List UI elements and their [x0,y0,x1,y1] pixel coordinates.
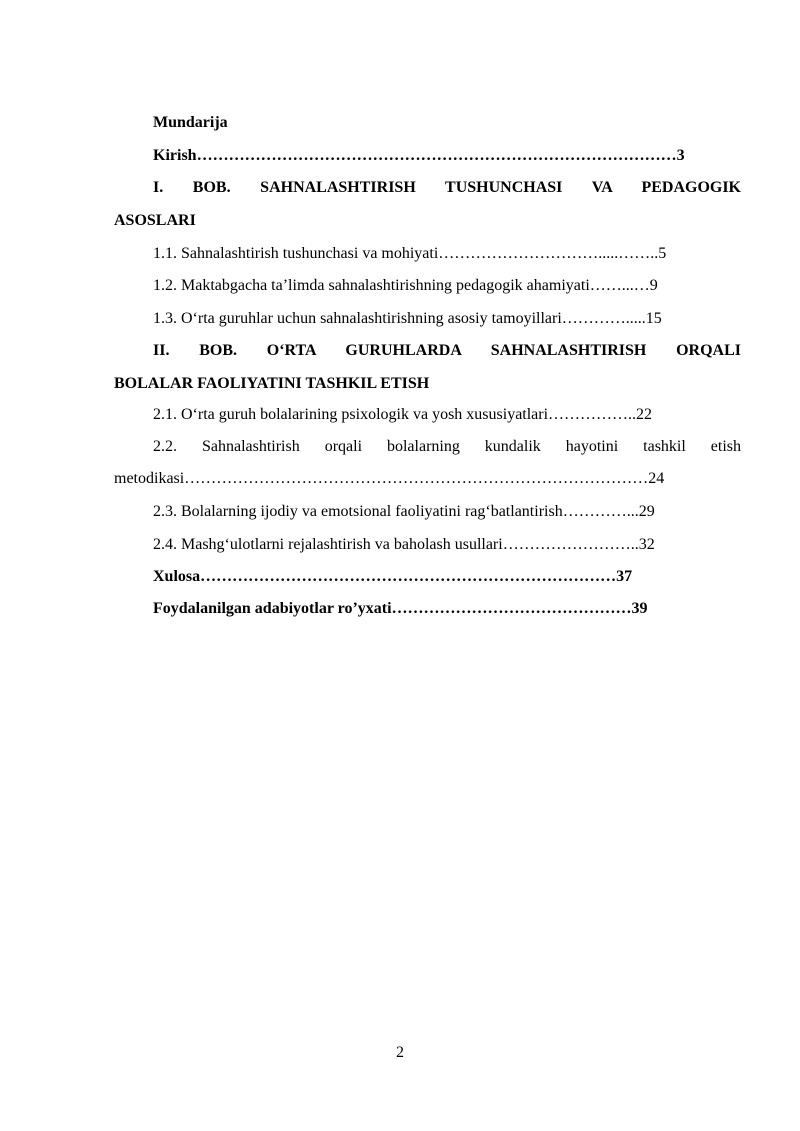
toc-entry-2-4: 2.4. Mashg‘ulotlarni rejalashtirish va baholash usullari……………………..32 [153,536,655,553]
toc-chapter-1-title-line1: I. BOB. SAHNALASHTIRISH TUSHUNCHASI VA PEDAGOGIK [153,179,741,196]
toc-entry-1-2: 1.2. Maktabgacha ta’limda sahnalashtirishning pedagogik ahamiyati……...…9 [153,277,658,294]
toc-entry-xulosa: Xulosa……………………………………………………………………37 [153,568,633,585]
toc-entry-1-1: 1.1. Sahnalashtirish tushunchasi va mohiyati………………………….....……..5 [153,245,667,262]
toc-entry-2-1: 2.1. O‘rta guruh bolalarining psixologik va yosh xususiyatlari……………..22 [153,406,653,423]
toc-entry-kirish: Kirish………………………………………………………………………………3 [153,147,685,164]
toc-chapter-2-title-line1: II. BOB. O‘RTA GURUHLARDA SAHNALASHTIRISH ORQALI [153,342,741,359]
toc-heading: Mundarija [153,114,228,131]
page-number: 2 [396,1044,404,1061]
toc-entry-adabiyotlar: Foydalanilgan adabiyotlar ro’yxati………………………………………39 [153,600,648,617]
toc-entry-1-3: 1.3. O‘rta guruhlar uchun sahnalashtirishning asosiy tamoyillari………….....15 [153,310,662,327]
toc-chapter-2-title-line2: BOLALAR FAOLIYATINI TASHKIL ETISH [114,375,430,392]
toc-entry-2-2-line1: 2.2. Sahnalashtirish orqali bolalarning kundalik hayotini tashkil etish [153,438,741,455]
toc-entry-2-3: 2.3. Bolalarning ijodiy va emotsional faoliyatini rag‘batlantirish…………...29 [153,503,655,520]
toc-entry-2-2-line2: metodikasi……………………………………………………………………………24 [114,470,665,487]
toc-chapter-1-title-line2: ASOSLARI [114,212,196,229]
